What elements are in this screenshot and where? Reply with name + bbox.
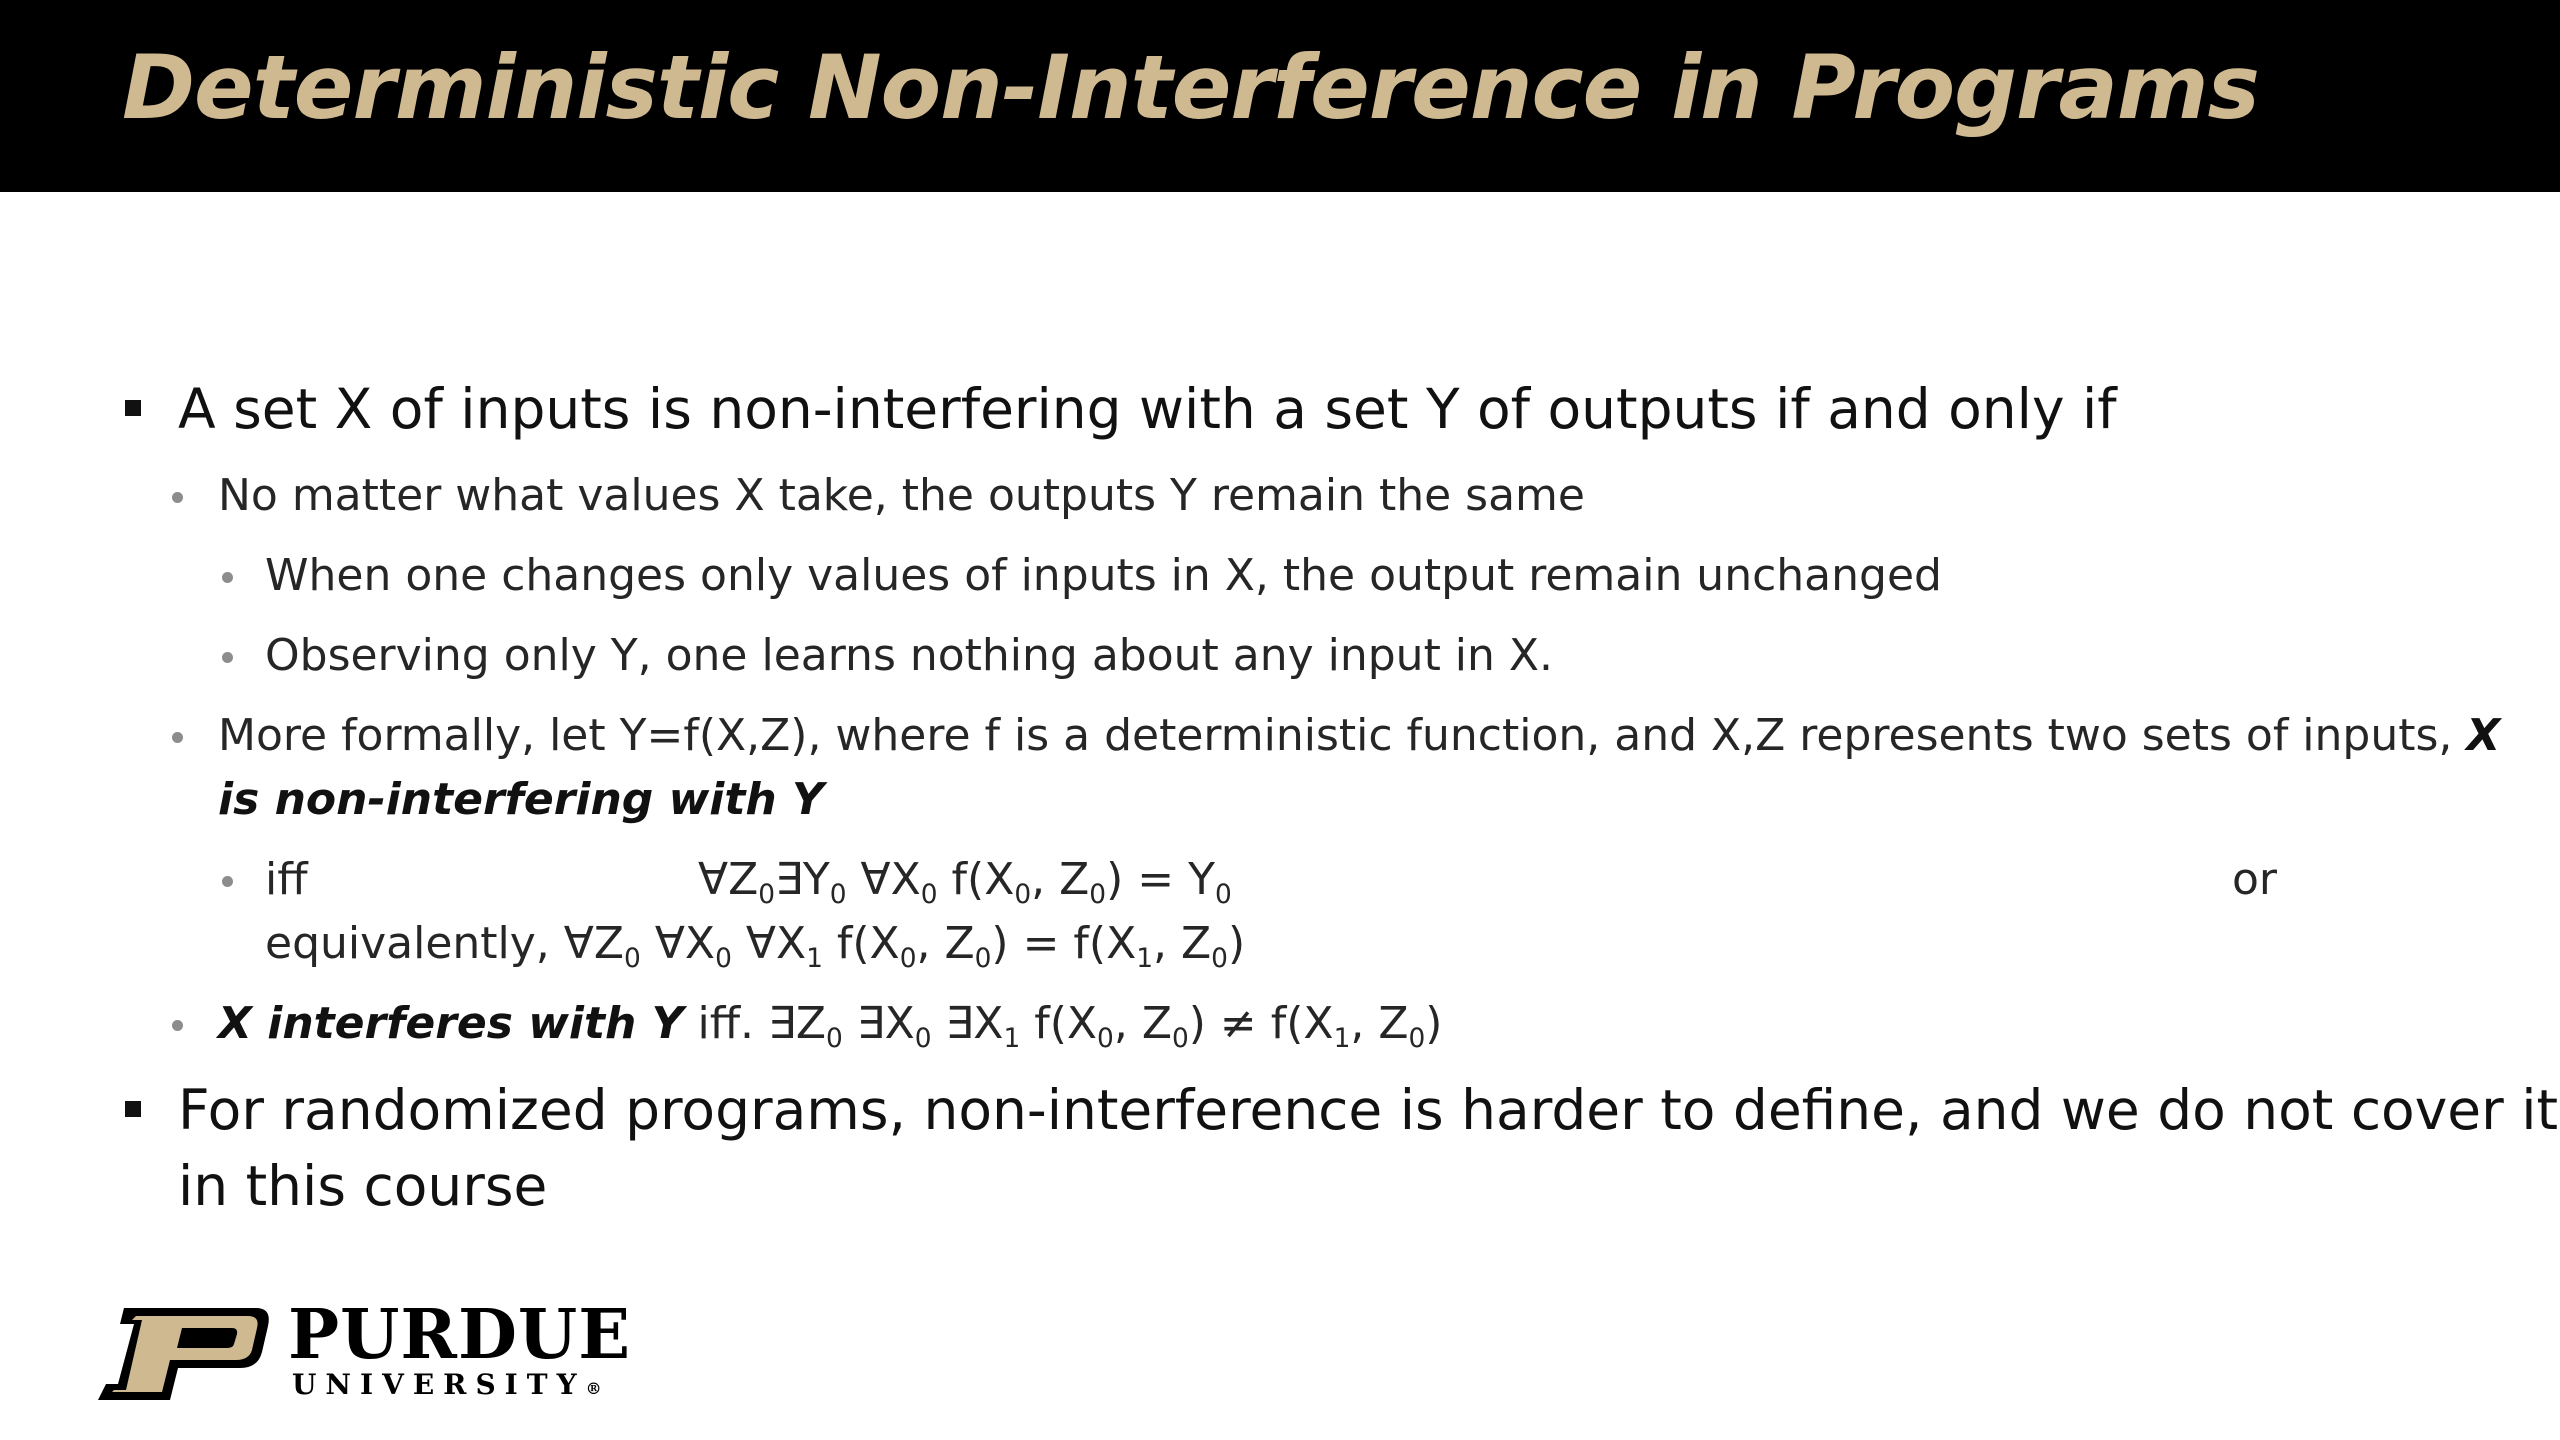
bullet-b1-3: X interferes with Y iff. $\exists Z_0$ $\exists X_0$ $\exists X_1$ $f(X_0$, $Z_0) \ne f(X_1$, $Z_0$) xyxy=(218,998,1443,1055)
dot-bullet-icon xyxy=(172,492,183,503)
bullet-b1-2-text: More formally, let Y=f(X,Z), where f is a deterministic function, and X,Z represents two sets of inputs, xyxy=(218,710,2467,761)
bullet-b1-1-1: When one changes only values of inputs in X, the output remain unchanged xyxy=(265,550,1942,601)
square-bullet-icon xyxy=(125,400,141,416)
square-bullet-icon xyxy=(125,1101,141,1117)
dot-bullet-icon xyxy=(172,1020,183,1031)
bullet-b2-line1: For randomized programs, non-interference is harder to define, and we do not cover it xyxy=(178,1078,2559,1142)
formula-equivalent: equivalently, $\forall Z_0$ $\forall X_0$ $\forall X_1$ $f(X_0$, $Z_0) = f(X_1$, $Z_0$) xyxy=(265,918,1246,975)
bullet-b2-line2: in this course xyxy=(178,1154,548,1218)
bullet-b1-2-x: X xyxy=(2466,710,2501,761)
dot-bullet-icon xyxy=(222,876,233,887)
bullet-b1: A set X of inputs is non-interfering with a set Y of outputs if and only if xyxy=(178,377,2117,441)
dot-bullet-icon xyxy=(222,652,233,663)
logo-subtitle: UNIVERSITY® xyxy=(292,1368,602,1401)
bullet-b1-2 xyxy=(218,708,2500,764)
slide-title: Deterministic Non-Interference in Programs xyxy=(122,36,2259,139)
equivalently-label: equivalently, xyxy=(265,918,564,969)
purdue-p-mark-icon xyxy=(96,1304,272,1404)
or-label: or xyxy=(2232,854,2278,905)
dot-bullet-icon xyxy=(222,572,233,583)
iff-label: iff xyxy=(265,854,308,905)
interferes-lead: X interferes with Y xyxy=(218,998,684,1049)
dot-bullet-icon xyxy=(172,732,183,743)
bullet-b1-1: No matter what values X take, the outputs Y remain the same xyxy=(218,470,1585,521)
formula-noninterference: $\forall Z_0\exists Y_0$ $\forall X_0$ $f(X_0$, $Z_0) = Y_0$ xyxy=(698,854,1232,911)
logo-wordmark: PURDUE xyxy=(288,1295,632,1375)
bullet-b1-1-2: Observing only Y, one learns nothing about any input in X. xyxy=(265,630,1554,681)
bullet-b1-2-cont: is non-interfering with Y xyxy=(218,774,824,825)
